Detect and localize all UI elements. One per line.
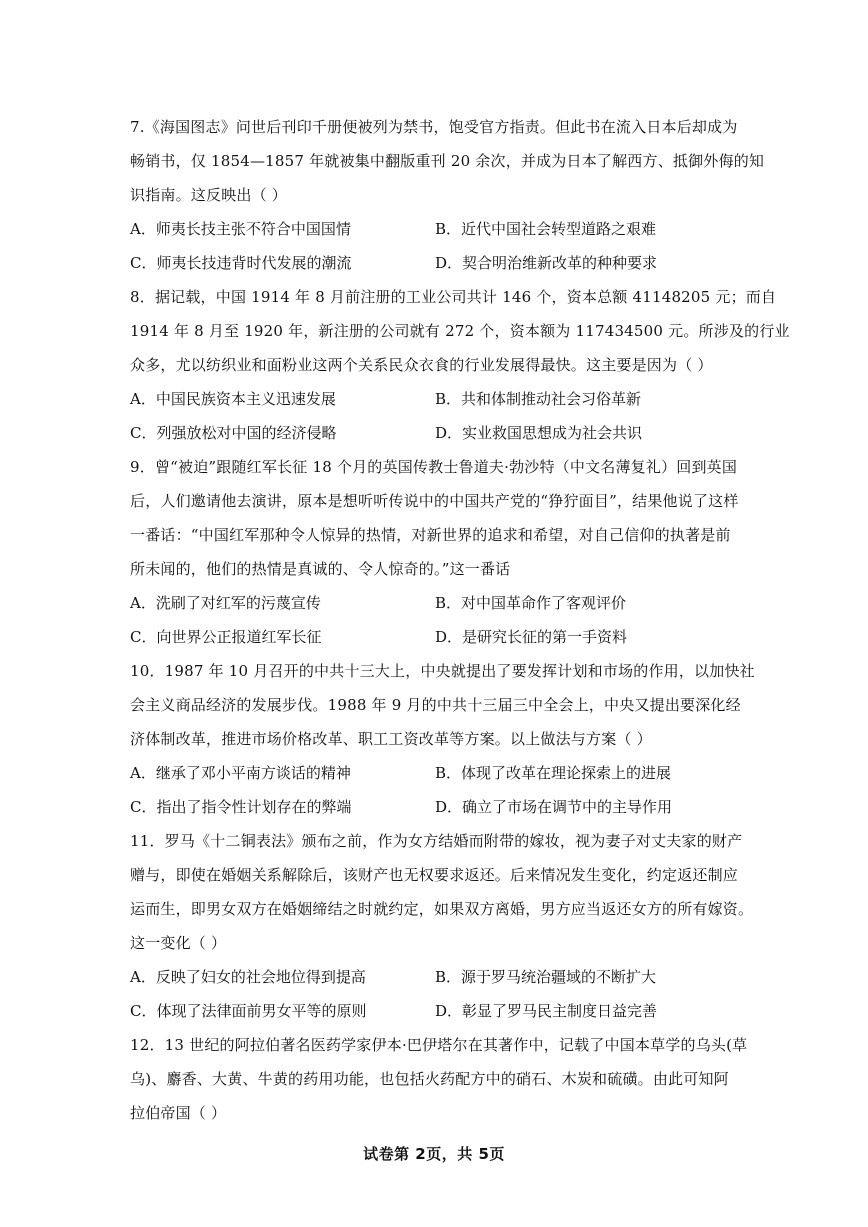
question-9 [130,450,740,654]
option-row [130,790,740,824]
option-d: D．是研究长征的第一手资料 [435,628,628,646]
option-row [130,620,740,654]
question-text-line: 赠与，即使在婚姻关系解除后，该财产也无权要求返还。后来情况发生变化，约定返还制应 [130,866,739,884]
option-row [130,756,740,790]
question-10 [130,654,755,824]
option-b: B．共和体制推动社会习俗革新 [435,390,642,408]
question-text-line: 1914 年 8 月至 1920 年，新注册的公司就有 272 个，资本额为 117434500 元。所涉及的行业 [130,322,790,340]
question-text-line: 10．1987 年 10 月召开的中共十三大上，中央就提出了要发挥计划和市场的作用，以加快社 [130,662,755,680]
question-text-line: 这一变化（ ） [130,934,227,952]
option-c: C．向世界公正报道红军长征 [130,628,322,646]
option-d: D．彰显了罗马民主制度日益完善 [435,1002,658,1020]
option-d: D．实业救国思想成为社会共识 [435,424,643,442]
option-b: B．体现了改革在理论探索上的进展 [435,764,672,782]
option-d: D．确立了市场在调节中的主导作用 [435,798,673,816]
question-text-line: 8．据记载，中国 1914 年 8 月前注册的工业公司共计 146 个，资本总额 41148205 元；而自 [130,288,777,306]
option-a: A．反映了妇女的社会地位得到提高 [130,968,366,986]
option-row [130,586,740,620]
question-11 [130,824,754,1028]
question-text-line: 会主义商品经济的发展步伐。1988 年 9 月的中共十三届三中全会上，中央又提出要深化经 [130,696,741,714]
question-text-line: 后，人们邀请他去演讲，原本是想听听传说中的中国共产党的“狰狞面目”，结果他说了这样 [130,492,739,510]
question-text-line: 识指南。这反映出（ ） [130,186,287,204]
option-c: C．指出了指令性计划存在的弊端 [130,798,352,816]
question-12 [130,1028,748,1130]
question-text-line: 一番话：“中国红军那种令人惊异的热情，对新世界的追求和希望，对自己信仰的执著是前 [130,526,731,544]
question-list [130,110,790,1130]
question-text-line: 9．曾“被迫”跟随红军长征 18 个月的英国传教士鲁道夫·勃沙特（中文名薄复礼）回到英国 [130,458,738,476]
question-text-line: 11．罗马《十二铜表法》颁布之前，作为女方结婚而附带的嫁妆，视为妻子对丈夫家的财产 [130,832,743,850]
option-a: A．继承了邓小平南方谈话的精神 [130,764,351,782]
option-row [130,960,740,994]
question-text-line: 众多，尤以纺织业和面粉业这两个关系民众衣食的行业发展得最快。这主要是因为（ ） [130,356,713,374]
question-text-line: 乌)、麝香、大黄、牛黄的药用功能，也包括火药配方中的硝石、木炭和硫磺。由此可知阿 [130,1070,729,1088]
option-row [130,246,740,280]
option-a: A．中国民族资本主义迅速发展 [130,390,336,408]
question-text-line: 运而生，即男女双方在婚姻缔结之时就约定，如果双方离婚，男方应当返还女方的所有嫁资。 [130,900,754,918]
option-row [130,382,740,416]
option-c: C．师夷长技违背时代发展的潮流 [130,254,352,272]
option-b: B．源于罗马统治疆域的不断扩大 [435,968,657,986]
option-b: B．近代中国社会转型道路之艰难 [435,220,657,238]
page-footer: 试卷第 2页，共 5页 [363,1145,505,1163]
option-row [130,212,740,246]
question-text-line: 济体制改革，推进市场价格改革、职工工资改革等方案。以上做法与方案（ ） [130,730,652,748]
option-b: B．对中国革命作了客观评价 [435,594,627,612]
option-c: C．列强放松对中国的经济侵略 [130,424,337,442]
option-a: A．师夷长技主张不符合中国国情 [130,220,351,238]
option-a: A．洗刷了对红军的污蔑宣传 [130,594,321,612]
option-c: C．体现了法律面前男女平等的原则 [130,1002,367,1020]
option-d: D．契合明治维新改革的种种要求 [435,254,658,272]
question-text-line: 7.《海国图志》问世后刊印千册便被列为禁书，饱受官方指责。但此书在流入日本后却成为 [130,118,738,136]
question-7 [130,110,765,280]
option-row [130,994,740,1028]
question-text-line: 畅销书，仅 1854—1857 年就被集中翻版重刊 20 余次，并成为日本了解西方、抵御外侮的知 [130,152,765,170]
question-8 [130,280,790,450]
question-text-line: 拉伯帝国（ ） [130,1104,227,1122]
question-text-line: 12．13 世纪的阿拉伯著名医药学家伊本·巴伊塔尔在其著作中，记载了中国本草学的乌头(草 [130,1036,748,1054]
question-text-line: 所未闻的，他们的热情是真诚的、令人惊奇的。”这一番话 [130,560,511,578]
option-row [130,416,740,450]
